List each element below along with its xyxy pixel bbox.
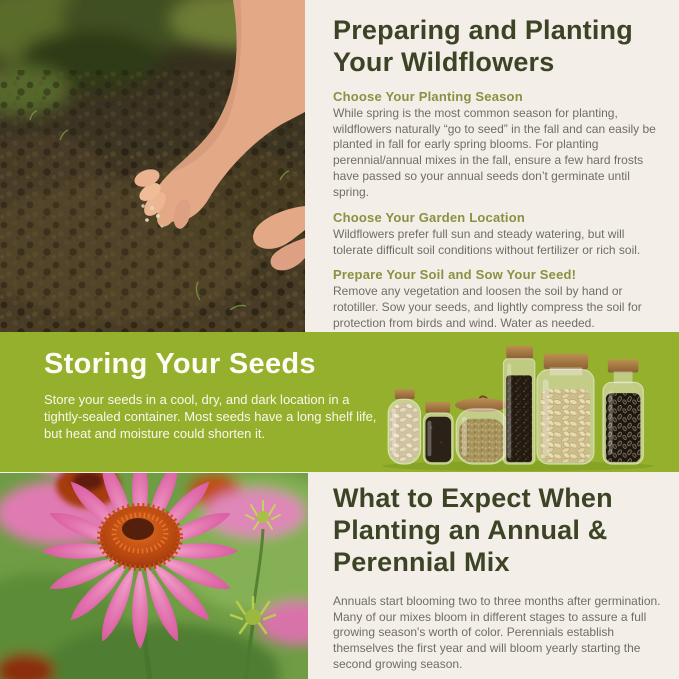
- tip-prepare-soil-body: Remove any vegetation and loosen the soil by hand or rototiller. Sow your seeds, and lightly compress the soil for protection from birds and wind. Water as needed.: [333, 284, 642, 330]
- preparing-title: Preparing and Planting Your Wildflowers: [333, 15, 633, 77]
- coneflower-photo: [0, 473, 308, 679]
- sowing-photo-art: [0, 0, 305, 332]
- storing-body: Store your seeds in a cool, dry, and dark location in a tightly-sealed container. Most seeds have a long shelf life, but heat and moisture could shorten it.: [44, 392, 377, 441]
- jar-dark-seeds: [424, 402, 454, 464]
- expect-body: Annuals start blooming two to three months after germination. Many of our mixes bloom in different stages to assure a full growing season's worth of color. Perennials establish themselves the first year and will bloom yearly starting the second growing season.: [333, 593, 661, 672]
- jar-sunflower-seeds: [603, 360, 643, 464]
- seed-jars-photo: [379, 334, 677, 472]
- expect-content: [333, 483, 669, 673]
- tip-prepare-soil: [333, 267, 657, 331]
- expect-title: What to Expect When Planting an Annual & Perennial Mix: [333, 483, 613, 577]
- jar-beans: [388, 389, 421, 464]
- preparing-content: [333, 15, 657, 332]
- sowing-photo: [0, 0, 305, 332]
- storing-content: [44, 348, 378, 443]
- jar-chia: [503, 346, 535, 464]
- tip-planting-season-heading: Choose Your Planting Season: [333, 88, 523, 104]
- tip-garden-location-heading: Choose Your Garden Location: [333, 209, 525, 225]
- tip-garden-location-body: Wildflowers prefer full sun and steady watering, but will tolerate difficult soil conditions without fertilizer or rich soil.: [333, 226, 641, 257]
- section-storing: [0, 332, 679, 472]
- tip-planting-season: [333, 89, 657, 201]
- tip-prepare-soil-heading: Prepare Your Soil and Sow Your Seed!: [333, 267, 577, 283]
- storing-title: Storing Your Seeds: [44, 348, 316, 380]
- coneflower-art: [0, 473, 308, 679]
- section-expect: [0, 472, 679, 679]
- seed-jars-art: [379, 334, 677, 472]
- tip-garden-location: [333, 210, 657, 259]
- tip-planting-season-body: While spring is the most common season for planting, wildflowers naturally “go to seed” in the fall and can easily be planted in fall for early spring blooms. For planting perennial/annual mixes in the fall, ensure a few hard frosts have passed so your annual seeds don’t germinate until spring.: [333, 105, 656, 199]
- section-preparing: [0, 0, 679, 332]
- jar-pumpkin-seeds: [537, 354, 594, 464]
- jar-tan-seeds: [455, 396, 508, 464]
